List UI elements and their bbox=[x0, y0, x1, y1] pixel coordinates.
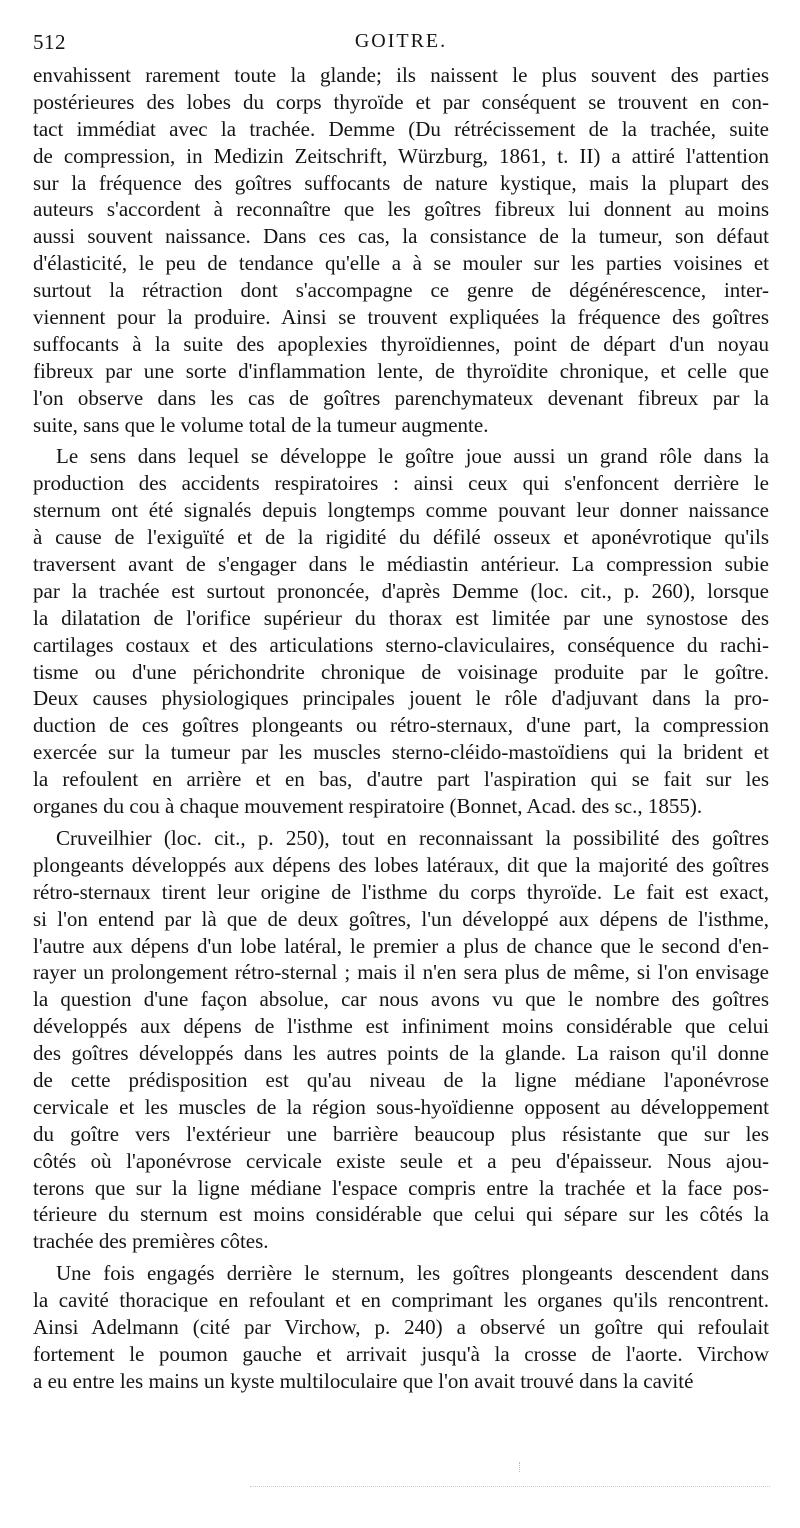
text-line: la question d'une façon absolue, car nous avons vu que le nombre des goîtres bbox=[33, 987, 769, 1012]
text-line: Le sens dans lequel se développe le goître joue aussi un grand rôle dans la bbox=[56, 444, 769, 469]
text-line: la dilatation de l'orifice supérieur du thorax est limitée par une synostose des bbox=[33, 605, 769, 630]
text-line: la refoulent en arrière et en bas, d'autre part l'aspiration qui se fait sur les bbox=[33, 767, 769, 792]
text-line: Ainsi Adelmann (cité par Virchow, p. 240) a observé un goître qui refoulait bbox=[33, 1314, 769, 1339]
text-line: trachée des premières côtes. bbox=[33, 1229, 269, 1254]
text-line: rayer un prolongement rétro-sternal ; mais il n'en sera plus de même, si l'on envisage bbox=[33, 960, 769, 985]
text-line: viennent pour la produire. Ainsi se trouvent expliquées la fréquence des goîtres bbox=[33, 305, 769, 330]
paragraph bbox=[33, 62, 769, 438]
text-line: production des accidents respiratoires : ainsi ceux qui s'enfoncent derrière le bbox=[33, 471, 769, 496]
text-line: Cruveilhier (loc. cit., p. 250), tout en reconnaissant la possibilité des goîtres bbox=[56, 825, 769, 850]
text-line: postérieures des lobes du corps thyroïde et par conséquent se trouvent en con- bbox=[33, 89, 769, 114]
text-line: a eu entre les mains un kyste multiloculaire que l'on avait trouvé dans la cavité bbox=[33, 1368, 694, 1393]
page-number: 512 bbox=[33, 30, 66, 54]
text-line: térieure du sternum est moins considérable que celui qui sépare sur les côtés la bbox=[33, 1202, 769, 1227]
text-line: l'on observe dans les cas de goîtres parenchymateux devenant fibreux par la bbox=[33, 385, 769, 410]
text-line: traversent avant de s'engager dans le médiastin antérieur. La compression subie bbox=[33, 552, 769, 577]
text-line: envahissent rarement toute la glande; ils naissent le plus souvent des parties bbox=[33, 63, 769, 87]
text-line: développés aux dépens de l'isthme est infiniment moins considérable que celui bbox=[33, 1014, 769, 1039]
text-line: Une fois engagés derrière le sternum, les goîtres plongeants descendent dans bbox=[56, 1261, 769, 1286]
text-line: de compression, in Medizin Zeitschrift, Würzburg, 1861, t. II) a attiré l'attention bbox=[33, 143, 769, 168]
text-line: sur la fréquence des goîtres suffocants de nature kystique, mais la plupart des bbox=[33, 170, 769, 195]
text-line: Deux causes physiologiques principales jouent le rôle d'adjuvant dans la pro- bbox=[33, 686, 769, 711]
text-line: à cause de l'exiguïté et de la rigidité du défilé osseux et aponévrotique qu'ils bbox=[33, 525, 769, 550]
text-line: des goîtres développés dans les autres points de la glande. La raison qu'il donne bbox=[33, 1041, 769, 1066]
page-header bbox=[33, 30, 769, 60]
page-specks bbox=[250, 1486, 770, 1491]
text-line: plongeants développés aux dépens des lobes latéraux, dit que la majorité des goîtres bbox=[33, 852, 769, 877]
text-line: par la trachée est surtout prononcée, d'après Demme (loc. cit., p. 260), lorsque bbox=[33, 578, 769, 603]
text-line: si l'on entend par là que de deux goîtres, l'un développé aux dépens de l'isthme, bbox=[33, 906, 769, 931]
paragraph bbox=[33, 443, 769, 819]
text-line: la cavité thoracique en refoulant et en comprimant les organes qu'ils rencontrent. bbox=[33, 1288, 769, 1313]
text-line: auteurs s'accordent à reconnaître que les goîtres fibreux lui donnent au moins bbox=[33, 197, 769, 222]
text-line: du goître vers l'extérieur une barrière beaucoup plus résistante que sur les bbox=[33, 1121, 769, 1146]
text-line: suffocants à la suite des apoplexies thyroïdiennes, point de départ d'un noyau bbox=[33, 331, 769, 356]
text-line: duction de ces goîtres plongeants ou rétro-sternaux, d'une part, la compression bbox=[33, 713, 769, 738]
text-line: aussi souvent naissance. Dans ces cas, la consistance de la tumeur, son défaut bbox=[33, 224, 769, 249]
text-line: l'autre aux dépens d'un lobe latéral, le premier a plus de chance que le second d'en- bbox=[33, 933, 769, 958]
text-line: côtés où l'aponévrose cervicale existe seule et a peu d'épaisseur. Nous ajou- bbox=[33, 1148, 769, 1173]
page-speck bbox=[519, 1462, 522, 1472]
text-line: surtout la rétraction dont s'accompagne ce genre de dégénérescence, inter- bbox=[33, 278, 769, 303]
text-line: terons que sur la ligne médiane l'espace compris entre la trachée et la face pos- bbox=[33, 1175, 769, 1200]
text-line: sternum ont été signalés depuis longtemps comme pouvant leur donner naissance bbox=[33, 498, 769, 523]
paragraph bbox=[33, 825, 769, 1255]
text-line: de cette prédisposition est qu'au niveau de la ligne médiane l'aponévrose bbox=[33, 1067, 769, 1092]
text-line: exercée sur la tumeur par les muscles sterno-cléido-mastoïdiens qui la brident et bbox=[33, 740, 769, 765]
text-line: fortement le poumon gauche et arrivait jusqu'à la crosse de l'aorte. Virchow bbox=[33, 1341, 769, 1366]
text-line: tact immédiat avec la trachée. Demme (Du rétrécissement de la trachée, suite bbox=[33, 116, 769, 141]
text-line: suite, sans que le volume total de la tumeur augmente. bbox=[33, 412, 489, 437]
body-text bbox=[33, 62, 769, 1395]
paragraph bbox=[33, 1260, 769, 1394]
text-line: organes du cou à chaque mouvement respiratoire (Bonnet, Acad. des sc., 1855). bbox=[33, 794, 703, 819]
running-head: GOITRE. bbox=[354, 30, 448, 52]
text-line: cartilages costaux et des articulations sterno-claviculaires, conséquence du rachi- bbox=[33, 632, 769, 657]
text-line: fibreux par une sorte d'inflammation lente, de thyroïdite chronique, et celle que bbox=[33, 358, 769, 383]
text-line: d'élasticité, le peu de tendance qu'elle a à se mouler sur les parties voisines et bbox=[33, 251, 769, 276]
text-line: rétro-sternaux tirent leur origine de l'isthme du corps thyroïde. Le fait est exact, bbox=[33, 879, 769, 904]
text-line: tisme ou d'une périchondrite chronique de voisinage produite par le goître. bbox=[33, 659, 769, 684]
text-line: cervicale et les muscles de la région sous-hyoïdienne opposent au développement bbox=[33, 1094, 769, 1119]
